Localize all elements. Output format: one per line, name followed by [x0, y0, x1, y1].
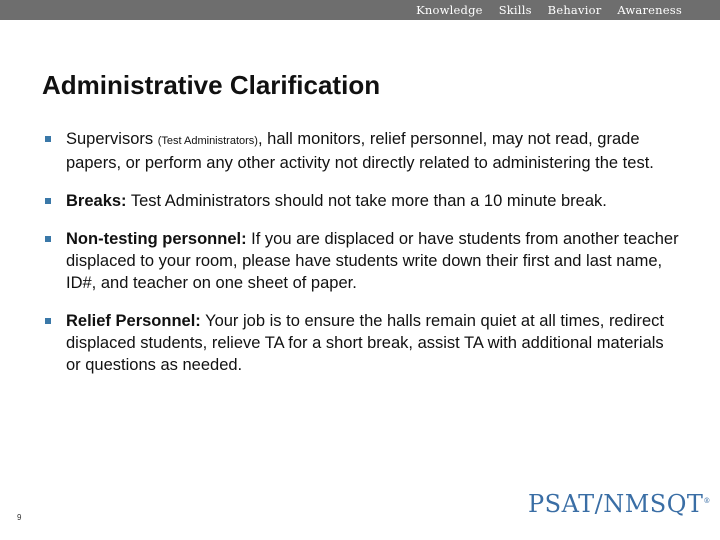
- bullet-list: [42, 128, 682, 392]
- bullet-text: Test Administrators should not take more than a 10 minute break.: [126, 192, 607, 210]
- bullet-lead: Breaks:: [66, 192, 127, 210]
- bullet-text: , hall monitors, relief personnel, may not read, grade papers, or perform any other activity not directly related to administering the test.: [66, 130, 654, 172]
- bullet-relief-personnel: [42, 310, 682, 376]
- top-navigation-bar: [0, 0, 720, 20]
- square-bullet-icon: [45, 198, 51, 204]
- bullet-lead: Supervisors: [66, 130, 154, 148]
- bullet-breaks: [42, 190, 682, 212]
- nav-item-knowledge[interactable]: Knowledge: [416, 3, 483, 17]
- square-bullet-icon: [45, 318, 51, 324]
- nav-links: [416, 0, 682, 20]
- bullet-text: Your job is to ensure the halls remain quiet at all times, redirect displaced students, relieve TA for a short break, assist TA with additional materials or questions as needed.: [66, 312, 664, 374]
- bullet-small-note: (Test Administrators): [157, 135, 258, 147]
- nav-item-awareness[interactable]: Awareness: [617, 3, 682, 17]
- bullet-lead: Relief Personnel:: [66, 312, 201, 330]
- psat-nmsqt-logo: [528, 490, 711, 518]
- square-bullet-icon: [45, 236, 51, 242]
- logo-text: PSAT/NMSQT: [528, 490, 704, 518]
- trademark-mark: ®: [703, 497, 711, 505]
- page-number: 9: [17, 513, 22, 522]
- topbar-endcap: [698, 0, 720, 20]
- nav-item-skills[interactable]: Skills: [498, 3, 532, 17]
- bullet-lead: Non-testing personnel:: [66, 230, 247, 248]
- nav-item-behavior[interactable]: Behavior: [547, 3, 602, 17]
- bullet-supervisors: [42, 128, 682, 174]
- slide-title: Administrative Clarification: [42, 70, 381, 100]
- bullet-text: If you are displaced or have students from another teacher displaced to your room, please have students write down their first and last name, ID#, and teacher on one sheet of paper.: [66, 230, 679, 292]
- square-bullet-icon: [45, 136, 51, 142]
- bullet-non-testing-personnel: [42, 228, 682, 294]
